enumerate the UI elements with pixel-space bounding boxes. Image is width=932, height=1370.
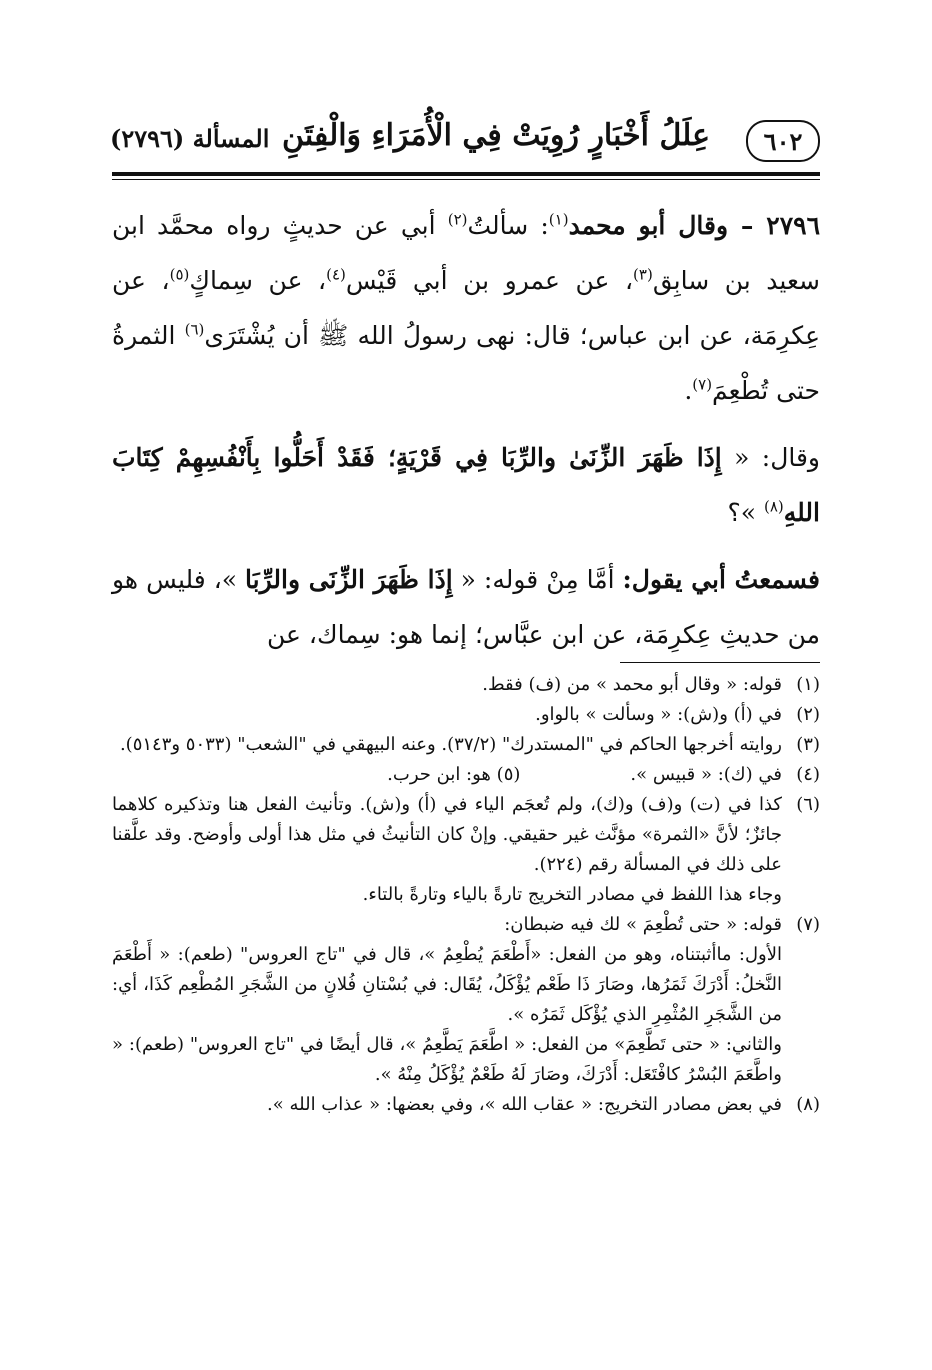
text-run: وقال: «	[721, 443, 821, 472]
footnote-ref[interactable]: (١)	[548, 210, 569, 229]
text-run: ، عن عمرو بن أبي قَيْس	[345, 266, 634, 295]
footnote-text	[112, 730, 782, 760]
paragraph-quote	[112, 430, 820, 540]
main-text	[112, 198, 820, 662]
footnote-number: (٧)	[796, 914, 820, 935]
footnote	[112, 1090, 820, 1120]
footnote-line: في (أ) و(ش): « وسألت » بالواو.	[535, 704, 782, 725]
footnote-ref[interactable]: (٥)	[169, 265, 190, 284]
footnote	[112, 670, 820, 700]
footnote-ref[interactable]: (٤)	[326, 265, 346, 284]
hadith-quote: إِذَا ظَهَرَ الزِّنَىٰ والرِّبَا فِي قَرْيَةٍ؛ فَقَدْ أَحَلُّوا بِأَنْفُسِهِمْ كِتَابَ اللهِ	[112, 443, 820, 527]
footnote-ref[interactable]: (٦)	[184, 320, 205, 339]
text-run: .	[684, 376, 693, 405]
footnote-ref[interactable]: (٧)	[692, 375, 713, 394]
answer-lead: فسمعتُ أبي يقول:	[622, 565, 820, 594]
footnote-line: في بعض مصادر التخريج: « عقاب الله »، وفي بعضها: « عذاب الله ».	[267, 1094, 782, 1115]
footnote	[112, 730, 820, 760]
footnote-number: (٨)	[796, 1094, 820, 1115]
issue-label: المسألة (٢٧٩٦)	[110, 124, 270, 153]
running-title: عِلَلُ أَخْبَارٍ رُوِيَتْ فِي الْأُمَرَاءِ وَالْفِتَنِ	[282, 118, 710, 153]
footnote-text	[112, 1090, 782, 1120]
footnote-line: الأول: ماأثبتناه، وهو من الفعل: «أَطْعَمَ يُطْعِمُ »، قال في "تاج العروس" (طعم): « أَطْعَمَ النَّخلُ: أَدْرَكَ ثَمَرُها، وصَارَ ذَا طَعْم يُؤْكَلُ، يُقَال: في بُسْتانِ فُلانٍ من الشَّجَرِ المُطْعِم كَذَا، أي: من الشَّجَرِ المُثْمِرِ الذي يُؤْكَل ثَمَرُه ».	[112, 944, 782, 1025]
footnote-number: (٥)	[496, 764, 521, 785]
paragraph-answer	[112, 552, 820, 662]
footnote-ref[interactable]: (٣)	[633, 265, 653, 284]
page-header	[110, 118, 820, 166]
footnote-text	[112, 790, 782, 910]
footnote-line: وجاء هذا اللفظ في مصادر التخريج تارةً بالياء وتارةً بالتاء.	[362, 884, 782, 905]
text-run: »؟	[727, 498, 764, 527]
footnote-separator	[620, 662, 820, 663]
hadith-quote: إِذَا ظَهَرَ الزِّنَى والرِّبَا	[245, 565, 453, 594]
paragraph-issue	[112, 198, 820, 418]
footnote-line: روايته أخرجها الحاكم في "المستدرك" (٣٧/٢). وعنه البيهقي في "الشعب" (٥٠٣٣ و٥١٤٣).	[119, 734, 782, 755]
text-run: ، عن عِكرِمَة، عن ابن عباس؛ قال: نهى رسولُ الله ﷺ أن يُشْتَرَى	[112, 266, 820, 350]
header-rule	[112, 172, 820, 176]
footnote	[112, 790, 820, 910]
footnote-part: في (ك): « قبيس ».	[630, 764, 782, 785]
text-run: أبي عن حديثٍ رواه محمَّد ابن سعيد بن سابِق	[112, 211, 820, 295]
text-run: : سألتُ	[467, 211, 549, 240]
footnote-line: والثاني: « حتى تَطَّعِمَ» من الفعل: « اطَّعَمَ يَطَّعِمُ »، قال أيضًا في "تاج العروس" (طعم): « واطَّعَمَ البُسْرُ كافْتَعَل: أَدْرَكَ، وصَارَ لَهُ طَعْمٌ يُؤْكَلُ مِنْهُ ».	[112, 1034, 782, 1085]
footnote-text	[112, 670, 782, 700]
footnote-line: قوله: « وقال أبو محمد » من (ف) فقط.	[482, 674, 782, 695]
footnote-number: (٢)	[796, 704, 820, 725]
footnote-line: كذا في (ت) و(ف) و(ك)، ولم تُعجَم الياء في (أ) و(ش). وتأنيث الفعل هنا وتذكيره كلاهما جائزٌ؛ لأنَّ «الثمرة» مؤنَّث غير حقيقي. وإنْ كان التأنيثُ في مثل هذا أولى وأوضح. وقد علَّقنا على ذلك في المسألة رقم (٢٢٤).	[112, 794, 782, 875]
footnote	[112, 910, 820, 1090]
footnote-number: (١)	[796, 674, 820, 695]
text-run: ، عن سِماكٍ	[189, 266, 327, 295]
footnote-text	[112, 910, 782, 1090]
footnote-ref[interactable]: (٨)	[763, 497, 784, 516]
footnote-line: قوله: « حتى تُطْعِمَ » لك فيه ضبطان:	[504, 914, 782, 935]
footnote-number: (٣)	[796, 734, 820, 755]
footnote-text	[112, 760, 782, 790]
footnote-line	[112, 760, 782, 790]
footnote-number: (٦)	[796, 794, 820, 815]
footnote-text	[112, 700, 782, 730]
page-number: ٦٠٢	[746, 120, 820, 162]
footnote-ref[interactable]: (٢)	[447, 210, 468, 229]
text-run: »، فليس هو من حديثِ عِكرِمَة، عن ابن عبَّاس؛ إنما هو: سِماك، عن	[112, 565, 820, 649]
header-rule-thin	[112, 179, 820, 180]
footnote-part: هو: ابن حرب.	[387, 764, 491, 785]
text-run: الثمرةُ حتى تُطْعِمَ	[112, 321, 820, 405]
footnotes	[112, 670, 820, 1120]
text-run: أمَّا مِنْ قوله: «	[452, 565, 623, 594]
footnote	[112, 760, 820, 790]
footnote-number: (٤)	[796, 764, 820, 785]
issue-lead: ٢٧٩٦ – وقال أبو محمد	[568, 211, 821, 240]
footnote	[112, 700, 820, 730]
